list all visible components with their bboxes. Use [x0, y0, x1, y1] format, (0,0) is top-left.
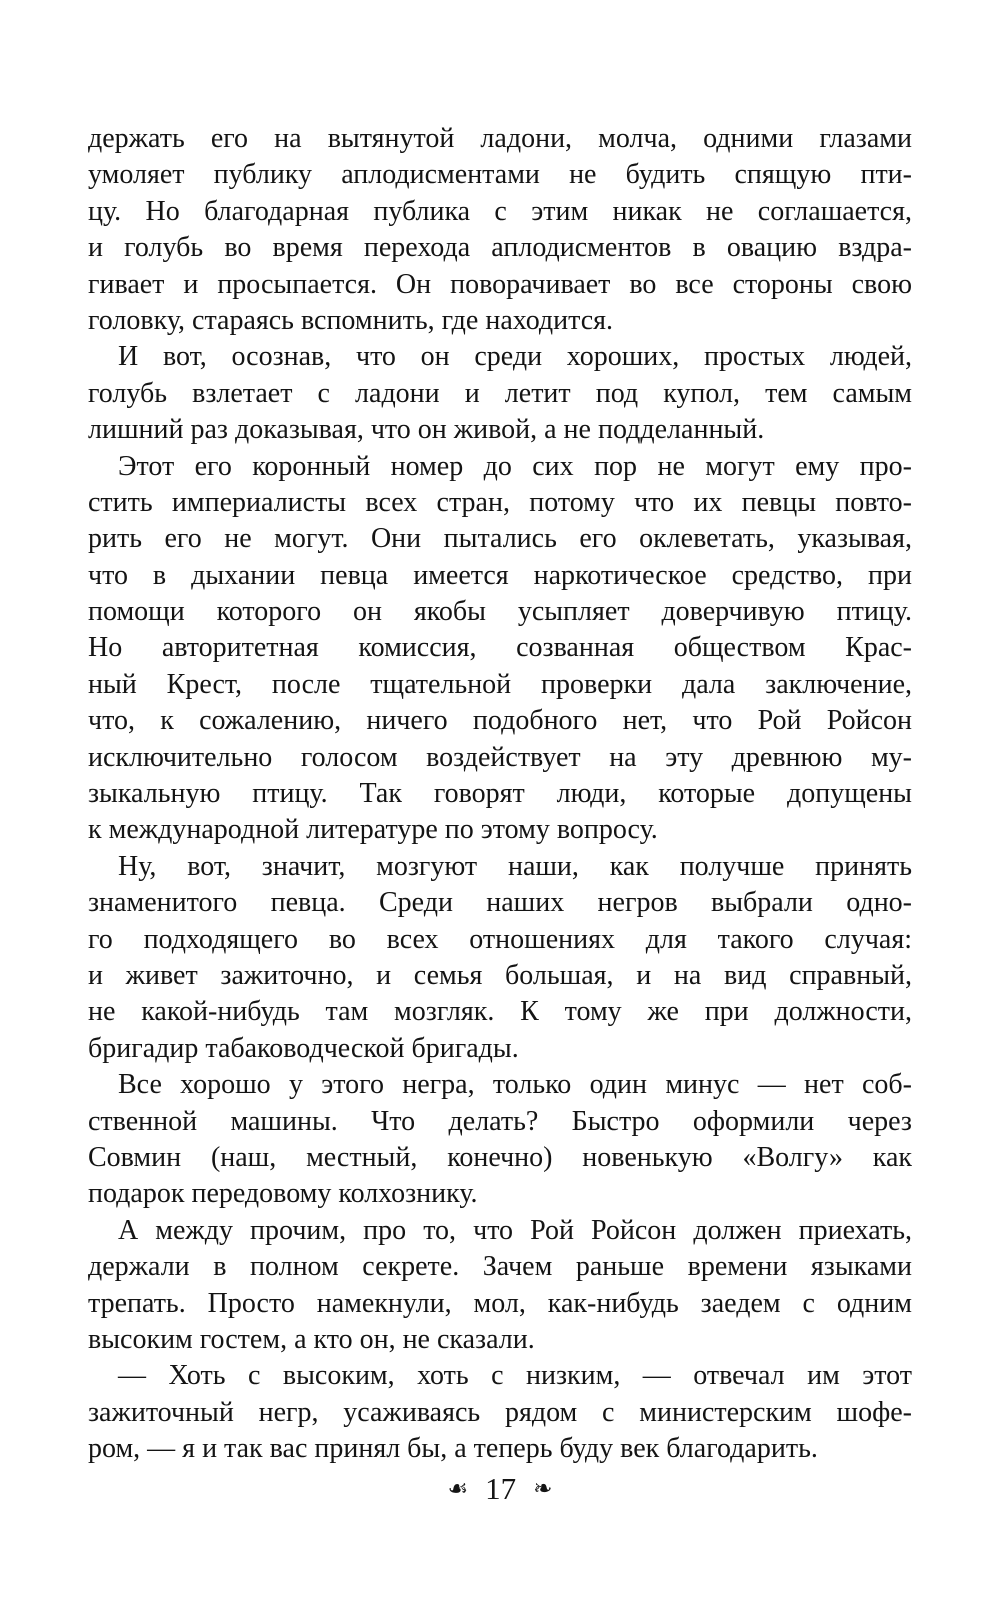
text-line: бригадир табаководческой бригады. [88, 1032, 519, 1064]
text-line: умоляет публику аплодисментами не будить спящую пти- [88, 159, 912, 191]
page-text-block [88, 121, 912, 1467]
text-line: ром, — я и так вас принял бы, а теперь буду век благодарить. [88, 1433, 818, 1465]
text-line: стить империалисты всех стран, потому что их певцы повто- [88, 486, 912, 518]
text-line: лишний раз доказывая, что он живой, а не подделанный. [88, 414, 765, 446]
text-line: зыкальную птицу. Так говорят люди, которые допущены [88, 778, 912, 810]
text-line: Ну, вот, значит, мозгуют наши, как получше принять [118, 850, 912, 882]
text-line: помощи которого он якобы усыпляет доверчивую птицу. [88, 596, 912, 628]
text-line: А между прочим, про то, что Рой Ройсон должен приехать, [118, 1214, 912, 1246]
text-line: го подходящего во всех отношениях для такого случая: [88, 923, 912, 955]
text-line: ный Крест, после тщательной проверки дала заключение, [88, 668, 912, 700]
text-line: к международной литературе по этому вопросу. [88, 814, 658, 846]
footer-fleuron-left-icon: ☙ [447, 1475, 469, 1502]
text-line: зажиточный негр, усаживаясь рядом с министерским шофе- [88, 1396, 912, 1428]
text-line: знаменитого певца. Среди наших негров выбрали одно- [88, 887, 912, 919]
text-line: гивает и просыпается. Он поворачивает во все стороны свою [88, 268, 912, 300]
text-line: не какой-нибудь там мозгляк. К тому же при должности, [88, 996, 912, 1028]
footer-fleuron-right-icon: ❧ [533, 1475, 553, 1502]
text-line: исключительно голосом воздействует на эту древнюю му- [88, 741, 912, 773]
text-line: держали в полном секрете. Зачем раньше времени языками [88, 1251, 912, 1283]
text-line: цу. Но благодарная публика с этим никак не соглашается, [88, 195, 912, 227]
text-line: Но авторитетная комиссия, созванная обществом Крас- [88, 632, 912, 664]
text-line: трепать. Просто намекнули, мол, как-нибудь заедем с одним [88, 1287, 912, 1319]
text-line: высоким гостем, а кто он, не сказали. [88, 1323, 535, 1355]
text-line: и живет зажиточно, и семья большая, и на вид справный, [88, 959, 912, 991]
text-line: рить его не могут. Они пытались его оклеветать, указывая, [88, 523, 912, 555]
text-line: Этот его коронный номер до сих пор не могут ему про- [118, 450, 912, 482]
text-line: Совмин (наш, местный, конечно) новенькую «Волгу» как [88, 1141, 912, 1173]
text-line: — Хоть с высоким, хоть с низким, — отвечал им этот [118, 1360, 912, 1392]
text-line: подарок передовому колхознику. [88, 1178, 478, 1210]
text-line: ственной машины. Что делать? Быстро оформили через [88, 1105, 912, 1137]
text-line: держать его на вытянутой ладони, молча, одними глазами [88, 123, 912, 154]
text-line: что, к сожалению, ничего подобного нет, что Рой Ройсон [88, 705, 912, 737]
text-line: головку, стараясь вспомнить, где находится. [88, 304, 613, 336]
page-footer [0, 1468, 1000, 1510]
text-line: И вот, осознав, что он среди хороших, простых людей, [118, 341, 912, 373]
page-number: 17 [485, 1471, 517, 1506]
text-line: что в дыхании певца имеется наркотическое средство, при [88, 559, 912, 591]
text-line: и голубь во время перехода аплодисментов в овацию вздра- [88, 232, 912, 264]
text-line: голубь взлетает с ладони и летит под купол, тем самым [88, 377, 912, 409]
text-line: Все хорошо у этого негра, только один минус — нет соб- [118, 1069, 912, 1101]
